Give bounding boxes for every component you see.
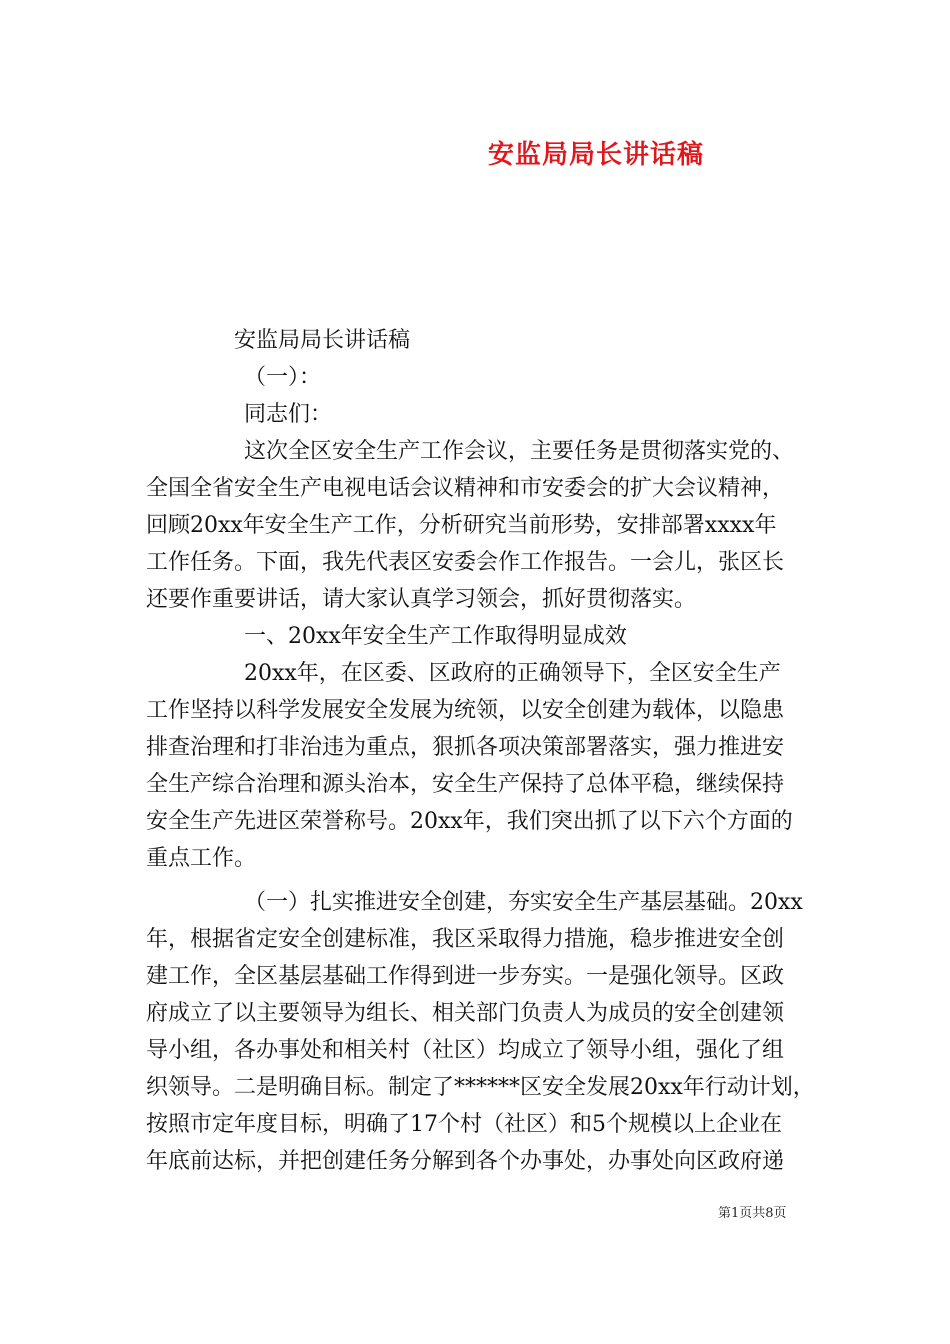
paragraph-line: 同志们： [244,402,333,427]
document-body [146,322,816,1180]
section-heading: 一、20xx年安全生产工作取得明显成效 [244,624,627,649]
subsection-heading: （一）扎实推进安全创建，夯实安全生产基层基础。20xx [244,890,803,915]
paragraph-line: 全生产综合治理和源头治本，安全生产保持了总体平稳，继续保持 [146,772,785,797]
paragraph-line: 这次全区安全生产工作会议，主要任务是贯彻落实党的、 [244,439,795,464]
paragraph-line: 安全生产先进区荣誉称号。20xx年，我们突出抓了以下六个方面的 [146,809,793,834]
paragraph-line: 府成立了以主要领导为组长、相关部门负责人为成员的安全创建领 [146,1001,785,1026]
page-title: 安监局局长讲话稿 [488,140,705,170]
page-number: 第1页共8页 [718,1206,787,1221]
paragraph-line: 导小组，各办事处和相关村（社区）均成立了领导小组，强化了组 [146,1038,785,1063]
paragraph-line: 年，根据省定安全创建标准，我区采取得力措施，稳步推进安全创 [146,927,785,952]
paragraph-line: 年底前达标，并把创建任务分解到各个办事处，办事处向区政府递 [146,1149,785,1174]
paragraph-line: 工作坚持以科学发展安全发展为统领，以安全创建为载体，以隐患 [146,698,785,723]
paragraph-line: 工作任务。下面，我先代表区安委会作工作报告。一会儿，张区长 [146,550,785,575]
paragraph-line: 按照市定年度目标，明确了17个村（社区）和5个规模以上企业在 [146,1112,782,1137]
paragraph-line: 建工作，全区基层基础工作得到进一步夯实。一是强化领导。区政 [146,964,785,989]
paragraph-line: 排查治理和打非治违为重点，狠抓各项决策部署落实，强力推进安 [146,735,785,760]
paragraph-line: 全国全省安全生产电视电话会议精神和市安委会的扩大会议精神， [146,476,785,501]
paragraph-line: 回顾20xx年安全生产工作，分析研究当前形势，安排部署xxxx年 [146,513,777,538]
paragraph-line: 织领导。二是明确目标。制定了******区安全发展20xx年行动计划， [146,1075,815,1100]
paragraph-line: 还要作重要讲话，请大家认真学习领会，抓好贯彻落实。 [146,587,697,612]
paragraph-line: （一）： [244,365,322,390]
paragraph-line: 重点工作。 [146,846,257,871]
paragraph-line: 安监局局长讲话稿 [234,328,411,353]
paragraph-line: 20xx年，在区委、区政府的正确领导下，全区安全生产 [244,661,781,686]
